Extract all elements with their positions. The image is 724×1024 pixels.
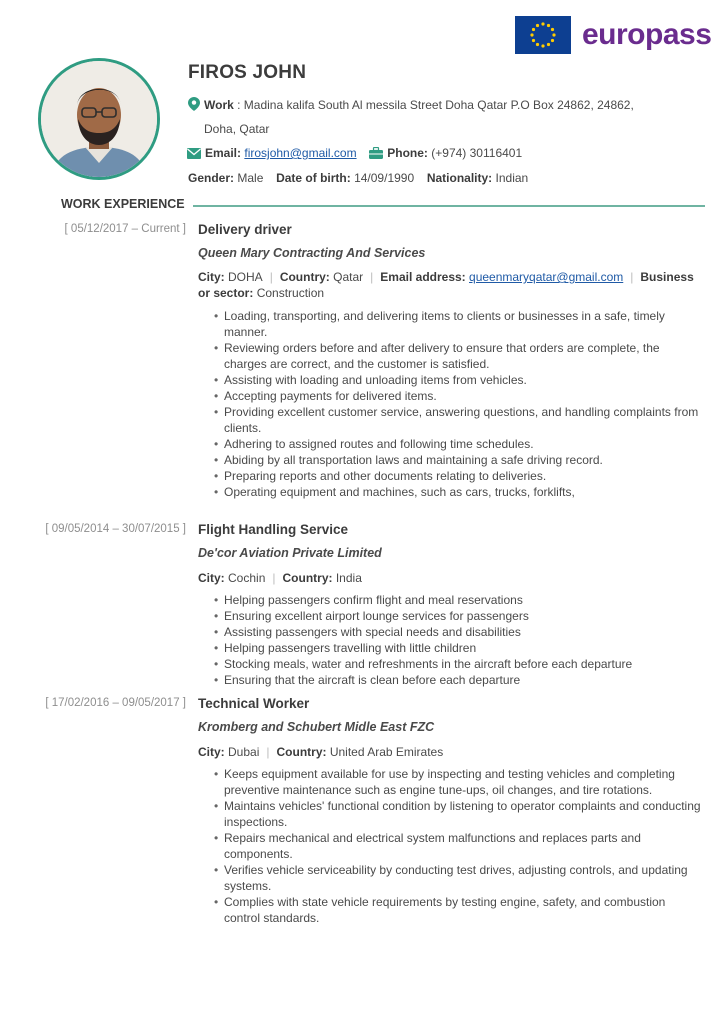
section-title: WORK EXPERIENCE [61, 197, 185, 211]
nationality-value: Indian [495, 171, 529, 185]
list-item: • Ensuring that the aircraft is clean before each departure [214, 672, 704, 688]
job-dates: [ 05/12/2017 – Current ] [64, 223, 186, 235]
job-title: Delivery driver [198, 222, 292, 237]
location-pin-icon [188, 97, 200, 114]
personal-details-line [188, 171, 528, 185]
list-item: • Ensuring excellent airport lounge services for passengers [214, 608, 704, 624]
list-item: • Helping passengers confirm flight and meal reservations [214, 592, 704, 608]
sector-label: Business or sector: [198, 270, 694, 300]
duties-list [214, 766, 704, 926]
list-item: • Accepting payments for delivered items. [214, 388, 704, 404]
list-item: • Assisting with loading and unloading items from vehicles. [214, 372, 704, 388]
email-label: Email: [205, 146, 242, 160]
city-label: City: [198, 270, 225, 284]
avatar [38, 58, 160, 180]
section-divider [193, 205, 705, 207]
list-item: • Assisting passengers with special needs and disabilities [214, 624, 704, 640]
city-label: City: [198, 745, 225, 759]
job-title: Flight Handling Service [198, 522, 349, 537]
list-item: • Reviewing orders before and after delivery to ensure that orders are complete, the charges are correct, and the customer is satisfied. [214, 340, 704, 372]
list-item: • Keeps equipment available for use by inspecting and testing vehicles and completing preventive maintenance such as engine tune-ups, oil changes, and tire rotations. [214, 766, 704, 798]
country-label: Country: [282, 571, 333, 585]
dob-label: Date of birth: [276, 171, 351, 185]
gender-value: Male [237, 171, 264, 185]
country-value: United Arab Emirates [329, 745, 444, 759]
contact-line [187, 146, 522, 162]
job-company: Queen Mary Contracting And Services [198, 246, 426, 260]
europass-logo [515, 16, 712, 56]
list-item: • Verifies vehicle serviceability by conducting test drives, adjusting controls, and updating systems. [214, 862, 704, 894]
briefcase-icon [369, 147, 383, 162]
list-item: • Adhering to assigned routes and following time schedules. [214, 436, 704, 452]
list-item: • Abiding by all transportation laws and maintaining a safe driving record. [214, 452, 704, 468]
job-company: Kromberg and Schubert Midle East FZC [198, 720, 435, 734]
country-label: Country: [279, 270, 330, 284]
job-meta: City: Cochin | Country: India [198, 571, 362, 585]
list-item: • Operating equipment and machines, such as cars, trucks, forklifts, [214, 484, 704, 500]
dob-value: 14/09/1990 [354, 171, 415, 185]
email-link[interactable]: firosjohn@gmail.com [244, 146, 357, 160]
city-value: Dubai [228, 745, 260, 759]
country-label: Country: [276, 745, 327, 759]
list-item: • Repairs mechanical and electrical system malfunctions and replaces parts and components. [214, 830, 704, 862]
job-title: Technical Worker [198, 696, 310, 711]
job-meta: City: DOHA | Country: Qatar | Email address: queenmaryqatar@gmail.com | Business or sector: Construction [198, 270, 694, 300]
sector-value: Construction [256, 286, 325, 300]
duties-list [214, 308, 704, 500]
work-address: : Madina kalifa South Al messila Street Doha Qatar P.O Box 24862, 24862, [233, 98, 634, 112]
job-meta: City: Dubai | Country: United Arab Emirates [198, 745, 444, 759]
work-address-line [188, 97, 634, 114]
job-dates: [ 09/05/2014 – 30/07/2015 ] [45, 523, 186, 535]
nationality-label: Nationality: [426, 171, 493, 185]
list-item: • Preparing reports and other documents relating to deliveries. [214, 468, 704, 484]
job-company: De'cor Aviation Private Limited [198, 546, 382, 560]
list-item: • Stocking meals, water and refreshments in the aircraft before each departure [214, 656, 704, 672]
phone-number: (+974) 30116401 [431, 146, 523, 160]
job-dates: [ 17/02/2016 – 09/05/2017 ] [45, 697, 186, 709]
list-item: • Complies with state vehicle requirements by testing engine, safety, and combustion control standards. [214, 894, 704, 926]
work-address-line2: Doha, Qatar [204, 122, 270, 136]
company-email-link[interactable]: queenmaryqatar@gmail.com [469, 270, 624, 284]
list-item: • Providing excellent customer service, answering questions, and handling complaints from clients. [214, 404, 704, 436]
list-item: • Maintains vehicles' functional condition by listening to operator complaints and conducting inspections. [214, 798, 704, 830]
person-name: FIROS JOHN [188, 62, 307, 83]
list-item: • Helping passengers travelling with little children [214, 640, 704, 656]
work-label: Work [204, 98, 234, 112]
eu-flag-icon [515, 16, 571, 54]
city-label: City: [198, 571, 225, 585]
city-value: Cochin [228, 571, 266, 585]
email-address-label: Email address: [380, 270, 466, 284]
europass-wordmark: europass [582, 18, 712, 51]
envelope-icon [187, 148, 201, 162]
country-value: Qatar [333, 270, 364, 284]
phone-label: Phone: [387, 146, 428, 160]
list-item: • Loading, transporting, and delivering items to clients or businesses in a safe, timely manner. [214, 308, 704, 340]
city-value: DOHA [228, 270, 263, 284]
gender-label: Gender: [188, 171, 235, 185]
duties-list [214, 592, 704, 688]
country-value: India [335, 571, 362, 585]
